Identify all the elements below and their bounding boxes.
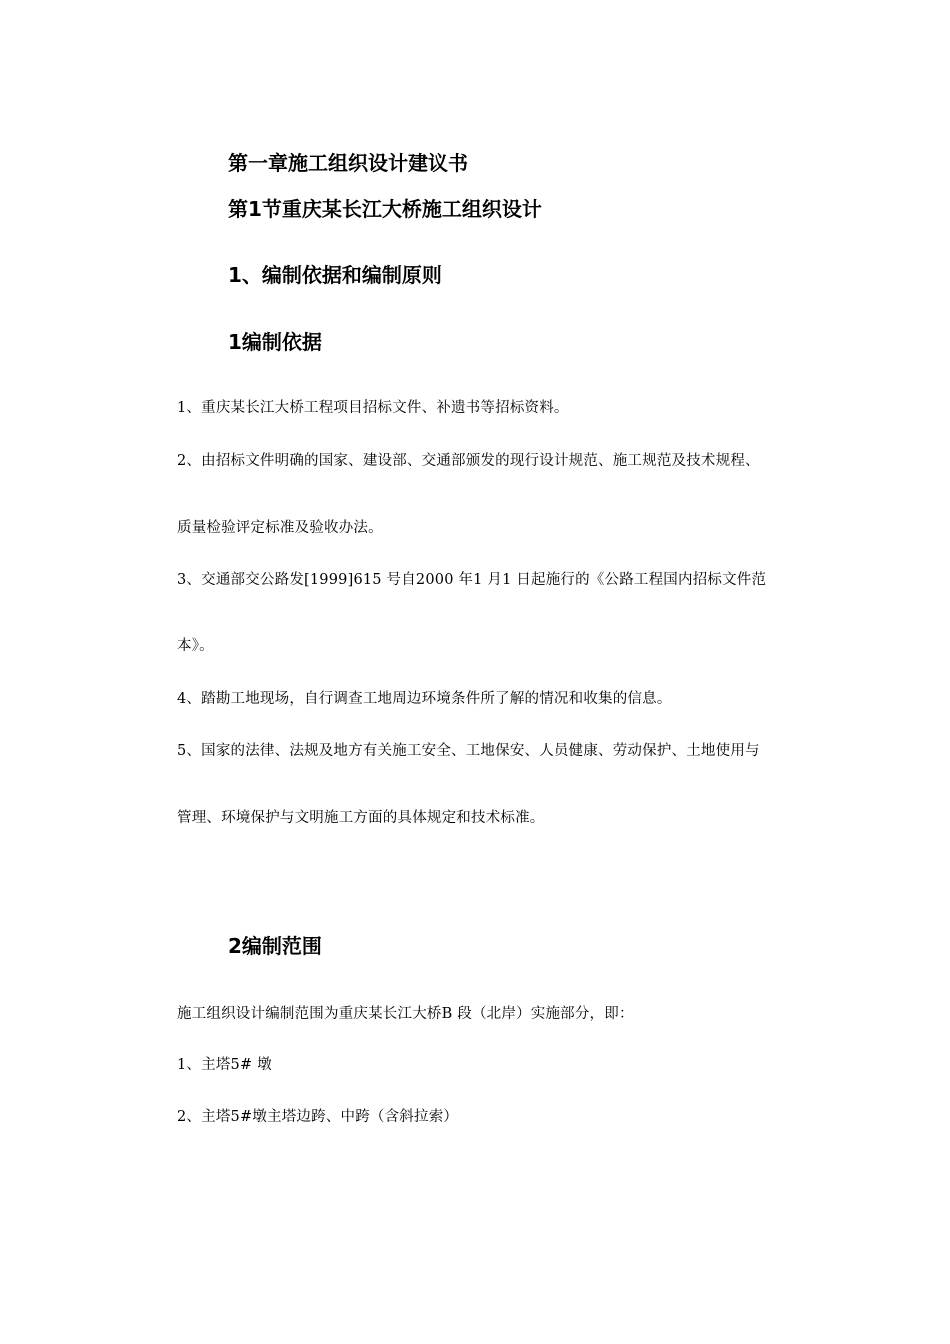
basis-item-2-continued: 质量检验评定标准及验收办法。 <box>177 520 383 536</box>
basis-item-2: 2、由招标文件明确的国家、建设部、交通部颁发的现行设计规范、施工规范及技术规程、 <box>177 453 760 469</box>
basis-item-3-continued: 本》。 <box>177 638 214 654</box>
basis-item-5: 5、国家的法律、法规及地方有关施工安全、工地保安、人员健康、劳动保护、土地使用与 <box>177 743 760 759</box>
scope-item-2: 2、主塔5#墩主塔边跨、中跨（含斜拉索） <box>177 1109 459 1125</box>
basis-item-1: 1、重庆某长江大桥工程项目招标文件、补遗书等招标资料。 <box>177 400 569 416</box>
basis-item-4: 4、踏勘工地现场，自行调查工地周边环境条件所了解的情况和收集的信息。 <box>177 691 672 707</box>
scope-intro: 施工组织设计编制范围为重庆某长江大桥B 段（北岸）实施部分，即： <box>177 1006 634 1022</box>
scope-heading: 2编制范围 <box>228 934 322 958</box>
basis-heading: 1编制依据 <box>228 330 322 354</box>
subsection-title: 1、编制依据和编制原则 <box>228 263 442 287</box>
basis-item-3: 3、交通部交公路发[1999]615 号自2000 年1 月1 日起施行的《公路工程国内招标文件范 <box>177 572 767 588</box>
scope-item-1: 1、主塔5# 墩 <box>177 1057 272 1073</box>
section-title: 第1节重庆某长江大桥施工组织设计 <box>228 197 542 221</box>
chapter-title: 第一章施工组织设计建议书 <box>228 151 468 175</box>
basis-item-5-continued: 管理、环境保护与文明施工方面的具体规定和技术标准。 <box>177 810 545 826</box>
